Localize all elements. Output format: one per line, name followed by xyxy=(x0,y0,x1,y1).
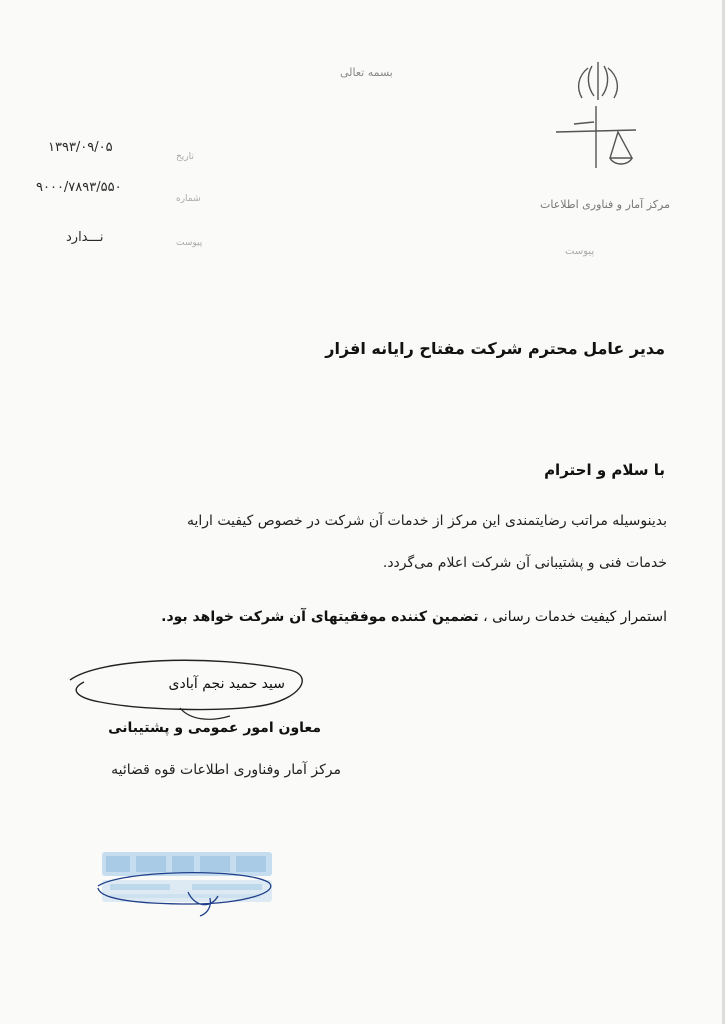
body-line-3-bold: تضمین کننده موفقیتهای آن شرکت خواهد بود. xyxy=(161,609,479,625)
signer-name: سید حمید نجم آبادی xyxy=(168,676,285,692)
org-line-text: مرکز آمار و فناوری اطلاعات xyxy=(540,198,670,211)
recipient-line: مدیر عامل محترم شرکت مفتاح رایانه افزار xyxy=(325,339,665,358)
body-line-3 xyxy=(161,609,667,625)
attachment-value: نـــدارد xyxy=(66,230,104,245)
attachment-label: پیوست xyxy=(176,238,203,248)
body-line-2: خدمات فنی و پشتیبانی آن شرکت اعلام می‌گردد. xyxy=(382,555,667,571)
bismillah-text: بسمه تعالی xyxy=(340,66,393,79)
greeting-line: با سلام و احترام xyxy=(544,461,665,479)
date-label: تاریخ xyxy=(176,152,194,162)
body-line-1: بدینوسیله مراتب رضایتمندی این مرکز از خدمات آن شرکت در خصوص کیفیت ارایه xyxy=(186,513,667,529)
body-line-3-start: استمرار کیفیت خدمات رسانی ، xyxy=(478,609,667,625)
received-stamp-icon xyxy=(92,848,282,918)
signer-organization: مرکز آمار وفناوری اطلاعات قوه قضائیه xyxy=(111,762,341,778)
date-value: ۱۳۹۳/۰۹/۰۵ xyxy=(48,140,113,155)
number-label: شماره xyxy=(176,194,201,204)
judiciary-emblem-icon xyxy=(552,58,644,178)
signer-title: معاون امور عمومی و پشتیبانی xyxy=(108,720,321,736)
header-mark-text: پیوست xyxy=(565,246,595,257)
number-value: ۹۰۰۰/۷۸۹۳/۵۵۰ xyxy=(36,180,122,195)
